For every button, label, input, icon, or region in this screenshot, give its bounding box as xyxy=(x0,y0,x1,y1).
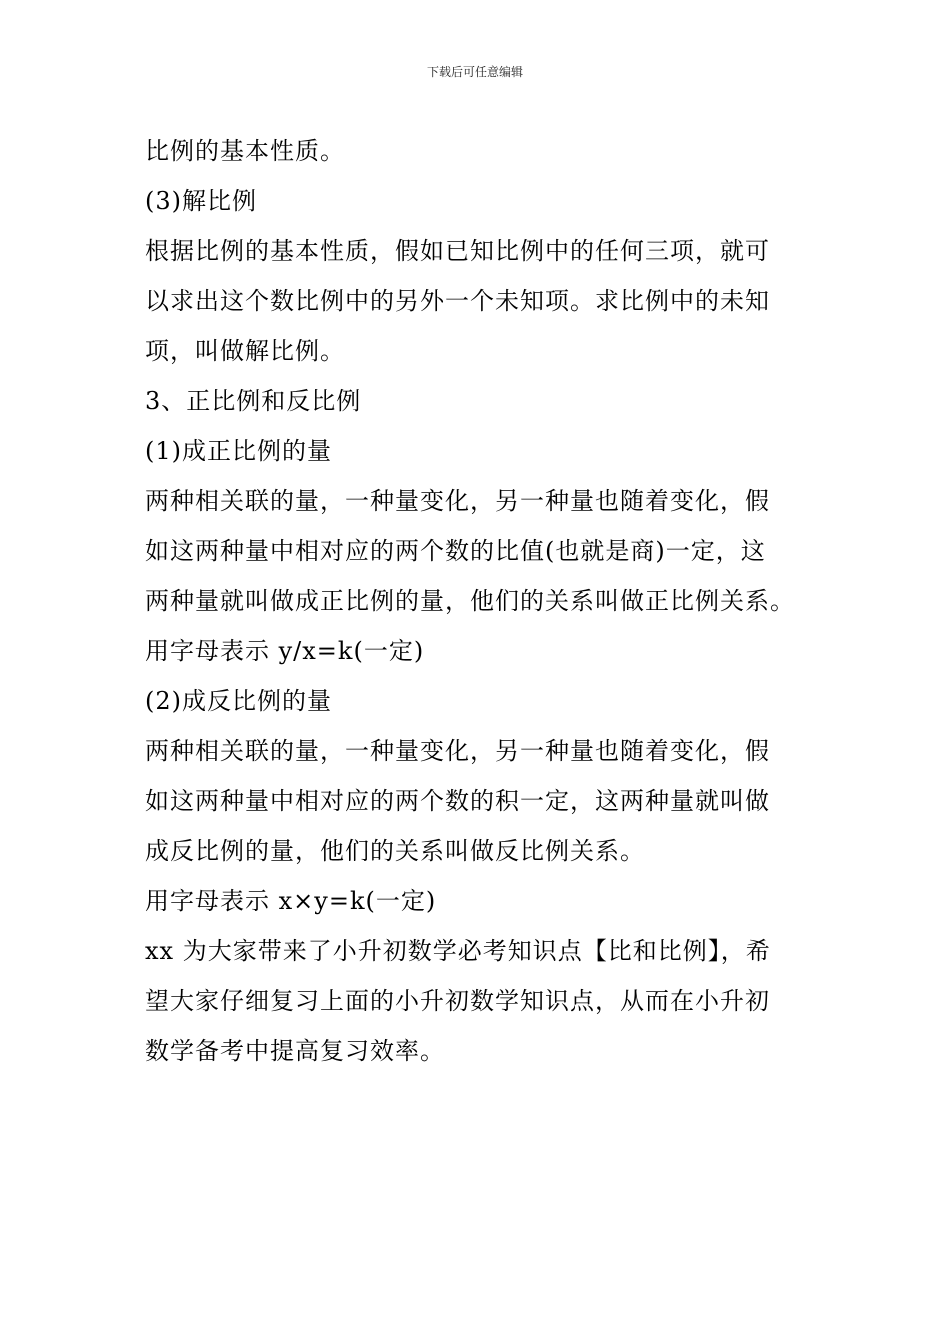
text-line: 如这两种量中相对应的两个数的比值(也就是商)一定，这 xyxy=(145,537,766,565)
text-line: 望大家仔细复习上面的小升初数学知识点，从而在小升初 xyxy=(145,987,770,1015)
text-line: 以求出这个数比例中的另外一个未知项。求比例中的未知 xyxy=(145,287,770,315)
text-line: xx 为大家带来了小升初数学必考知识点【比和比例】，希 xyxy=(145,937,771,965)
formula-line: 用字母表示 x×y=k(一定) xyxy=(145,887,437,915)
section-heading: 3、正比例和反比例 xyxy=(145,387,362,415)
text-line: 比例的基本性质。 xyxy=(145,137,345,165)
page-header: 下载后可任意编辑 xyxy=(426,65,523,79)
section-heading: (3)解比例 xyxy=(145,187,257,215)
text-line: 两种相关联的量，一种量变化，另一种量也随着变化，假 xyxy=(145,487,770,515)
section-heading: (2)成反比例的量 xyxy=(145,687,332,715)
text-line: 如这两种量中相对应的两个数的积一定，这两种量就叫做 xyxy=(145,787,770,815)
section-heading: (1)成正比例的量 xyxy=(145,437,332,465)
text-line: 数学备考中提高复习效率。 xyxy=(145,1037,445,1065)
text-line: 项，叫做解比例。 xyxy=(145,337,345,365)
formula-line: 用字母表示 y/x=k(一定) xyxy=(145,637,425,665)
text-line: 两种量就叫做成正比例的量，他们的关系叫做正比例关系。 xyxy=(145,587,795,615)
document-body xyxy=(145,126,815,1076)
text-line: 根据比例的基本性质，假如已知比例中的任何三项，就可 xyxy=(145,237,770,265)
text-line: 两种相关联的量，一种量变化，另一种量也随着变化，假 xyxy=(145,737,770,765)
text-line: 成反比例的量，他们的关系叫做反比例关系。 xyxy=(145,837,645,865)
